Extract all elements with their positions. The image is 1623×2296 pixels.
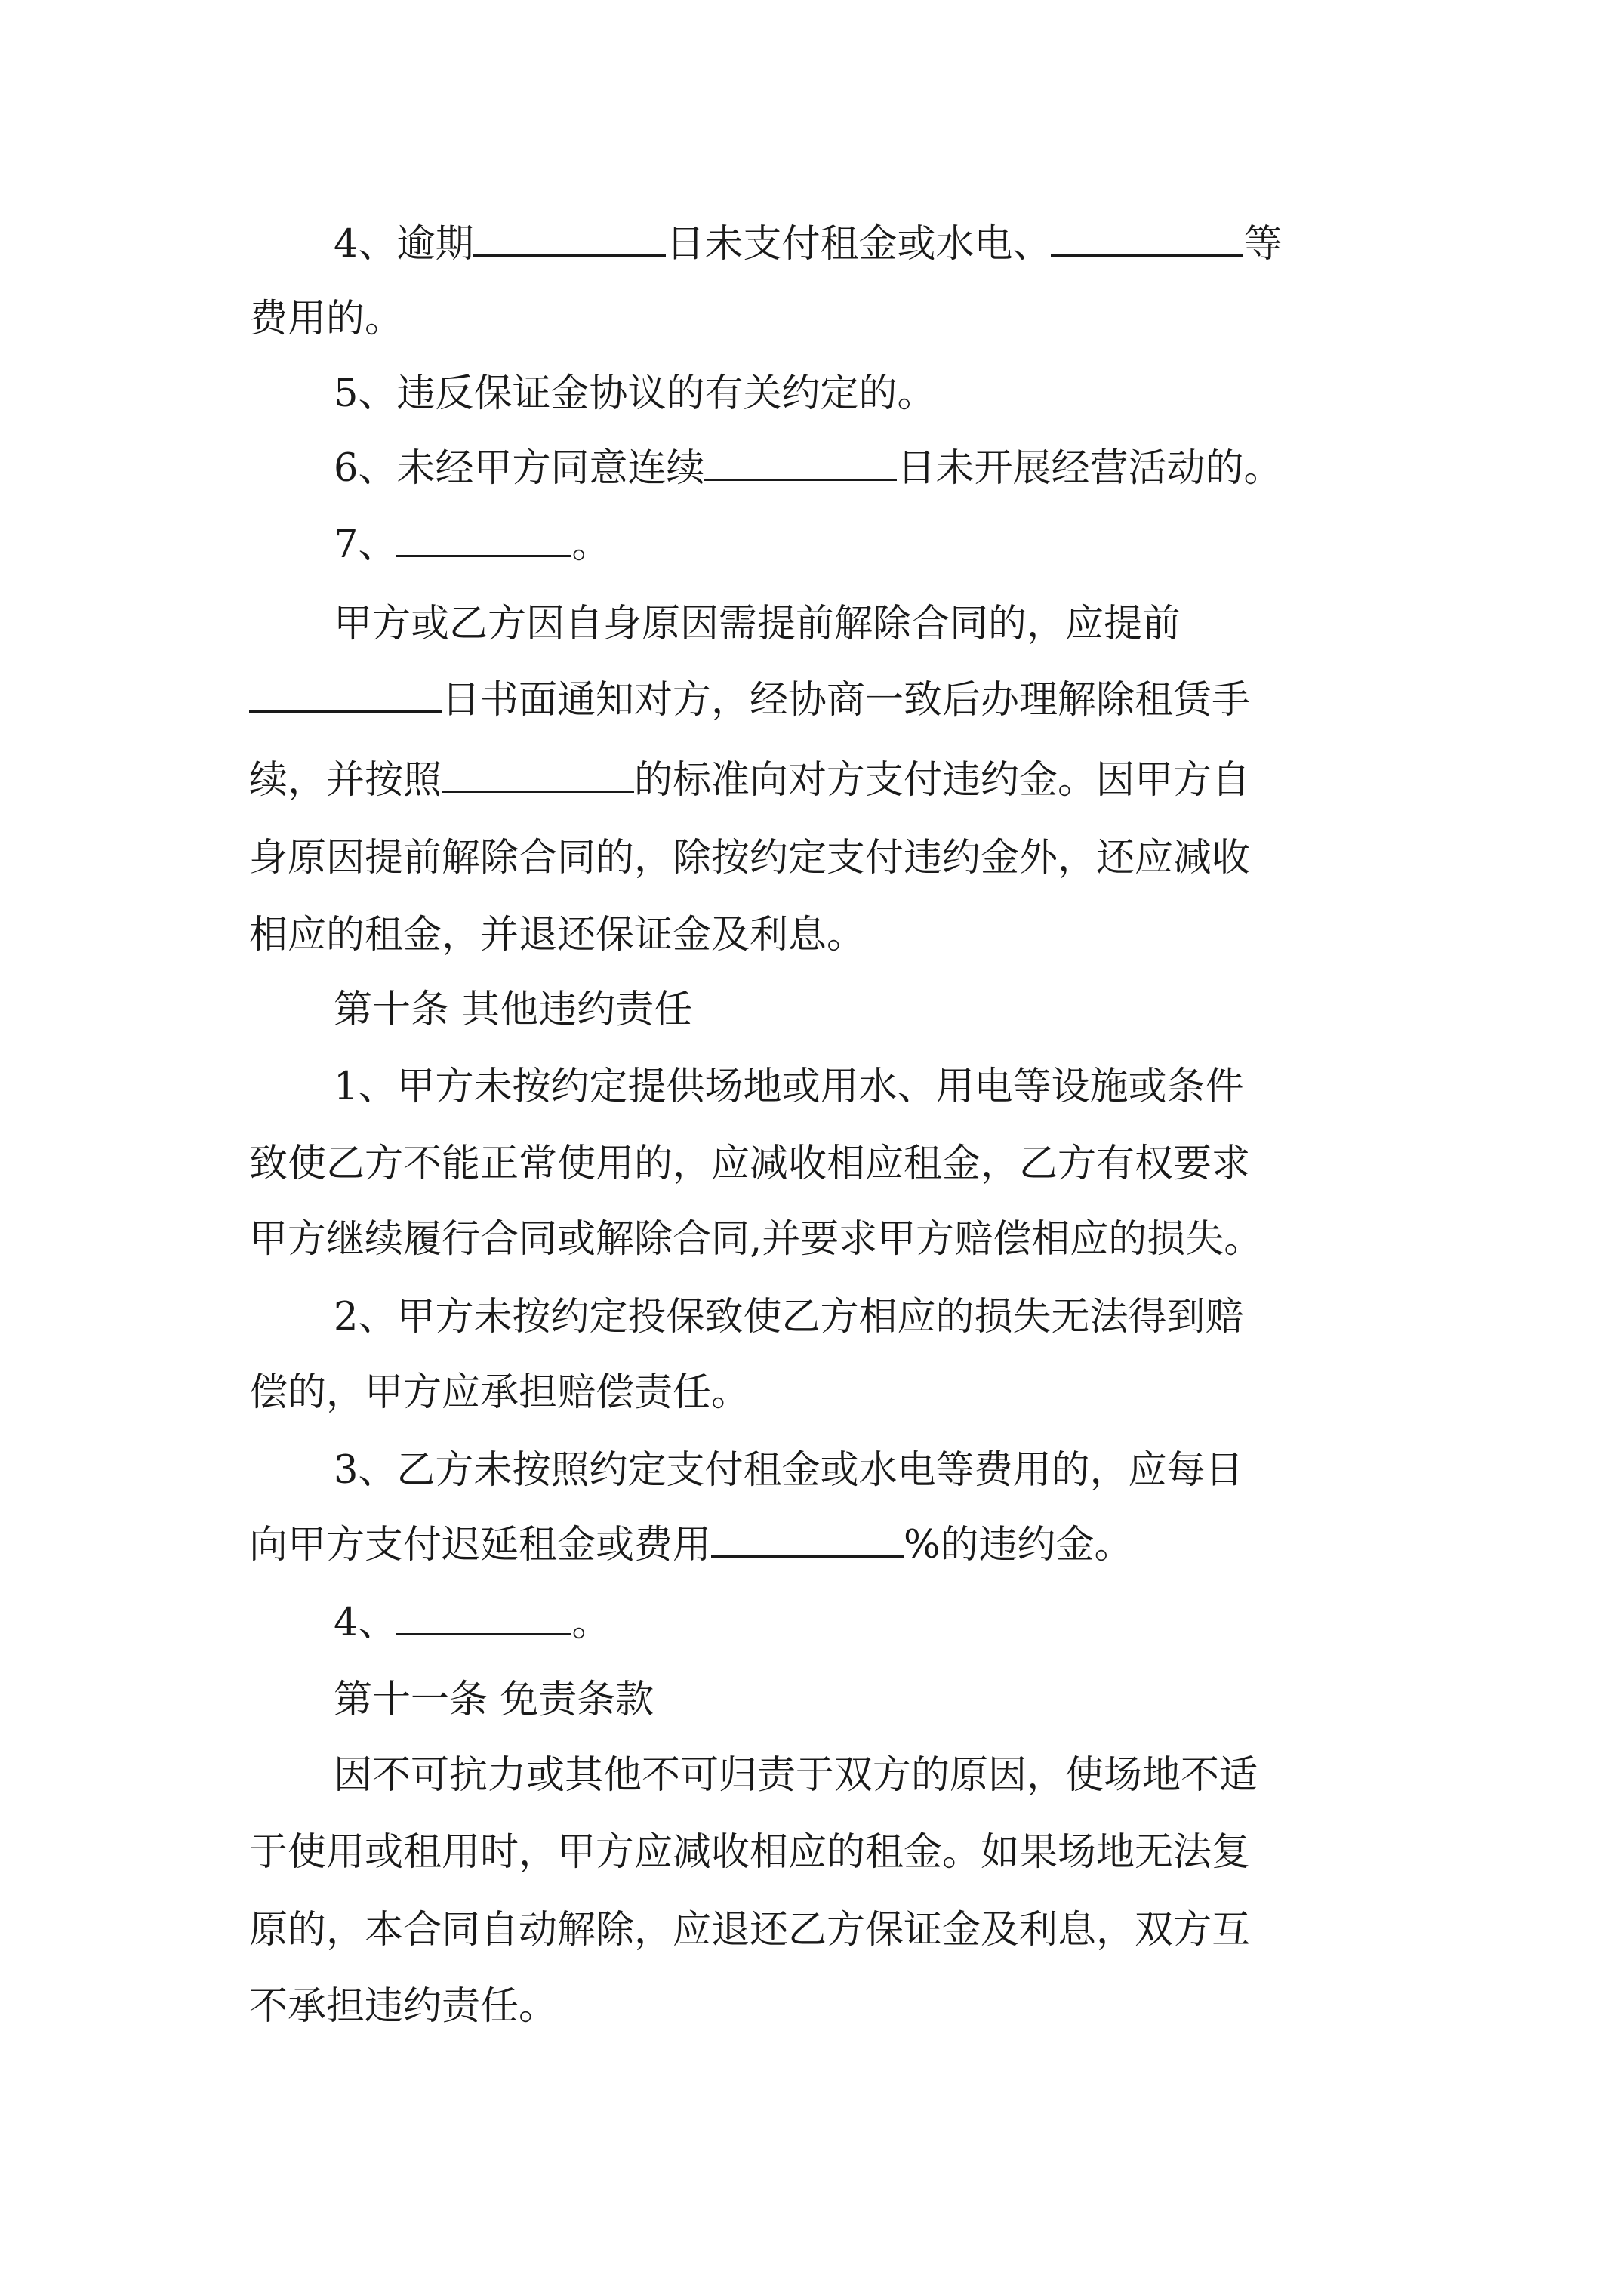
clause-landlord-facilities: 1、甲方未按约定提供场地或用水、用电等设施或条件 [334, 1065, 1244, 1109]
paragraph-early-termination: 甲方或乙方因自身原因需提前解除合同的，应提前 [334, 602, 1181, 646]
fill-blank[interactable] [711, 1524, 904, 1558]
fill-blank[interactable] [704, 447, 897, 481]
clause-deposit-violation: 5、违反保证金协议的有关约定的。 [334, 371, 936, 416]
text-line: 偿的，甲方应承担赔偿责任。 [249, 1370, 750, 1415]
clause-tenant-late-payment: 3、乙方未按照约定支付租金或水电等费用的，应每日 [334, 1448, 1244, 1493]
text-line: 原的，本合同自动解除，应退还乙方保证金及利息，双方互 [249, 1908, 1251, 1952]
text-line: 费用的。 [249, 297, 404, 341]
text-line: 致使乙方不能正常使用的，应减收相应租金，乙方有权要求 [249, 1142, 1251, 1186]
text-line: 向甲方支付迟延租金或费用 %的违约金。 [249, 1523, 1133, 1567]
text-line: 续，并按照 的标准向对方支付违约金。因甲方自 [249, 758, 1251, 803]
text-line: 于使用或租用时，甲方应减收相应的租金。如果场地无法复 [249, 1830, 1251, 1875]
text-line: 日书面通知对方，经协商一致后办理解除租赁手 [249, 678, 1250, 723]
section-heading-article-10: 第十条 其他违约责任 [334, 988, 693, 1032]
section-heading-article-11: 第十一条 免责条款 [334, 1678, 654, 1722]
text-line: 不承担违约责任。 [249, 1984, 558, 2029]
fill-blank[interactable] [1051, 223, 1243, 257]
fill-blank[interactable] [396, 1601, 571, 1635]
text-line: 相应的租金，并退还保证金及利息。 [249, 913, 866, 957]
clause-force-majeure: 因不可抗力或其他不可归责于双方的原因，使场地不适 [334, 1753, 1258, 1798]
clause-other-4: 4、 。 [334, 1601, 611, 1645]
text-line: 身原因提前解除合同的，除按约定支付违约金外，还应减收 [249, 836, 1251, 880]
clause-no-operation: 6、未经甲方同意连续 日未开展经营活动的。 [334, 446, 1283, 491]
fill-blank[interactable] [473, 223, 666, 257]
clause-other-7: 7、 。 [334, 522, 611, 567]
fill-blank[interactable] [442, 759, 634, 793]
text-line: 甲方继续履行合同或解除合同,并要求甲方赔偿相应的损失。 [249, 1217, 1263, 1262]
clause-landlord-insurance: 2、甲方未按约定投保致使乙方相应的损失无法得到赔 [334, 1295, 1244, 1339]
fill-blank[interactable] [249, 679, 442, 713]
clause-overdue-payment: 4、逾期 日未支付租金或水电、 等 [334, 222, 1283, 267]
fill-blank[interactable] [396, 523, 571, 557]
